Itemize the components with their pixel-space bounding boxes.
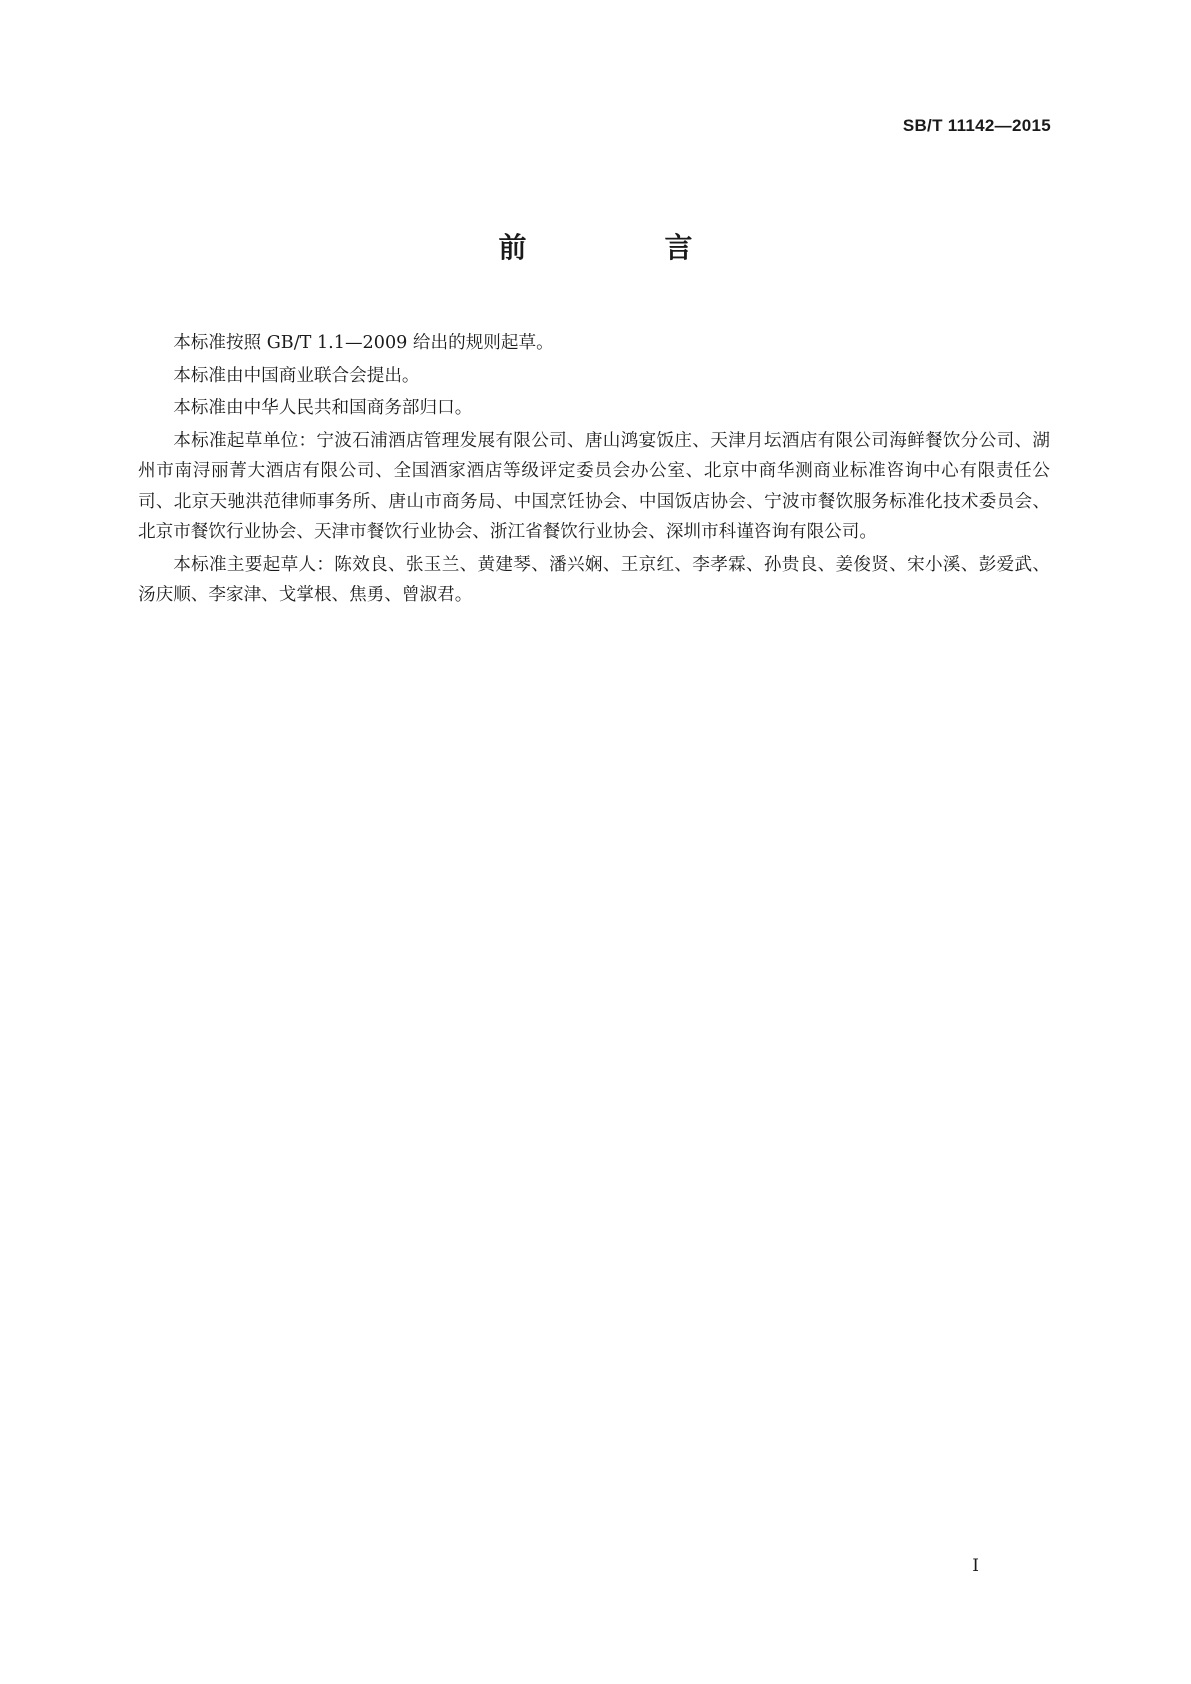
page-number: I (972, 1556, 979, 1576)
paragraph-centralized-by: 本标准由中华人民共和国商务部归口。 (173, 398, 473, 418)
paragraph-proposed-by: 本标准由中国商业联合会提出。 (173, 365, 420, 386)
paragraph-drafting-units: 本标准起草单位：宁波石浦酒店管理发展有限公司、唐山鸿宴饭庄、天津月坛酒店有限公司海鲜餐饮分公司、湖州市南浔丽菁大酒店有限公司、全国酒家酒店等级评定委员会办公室、北京中商华测商业标准咨询中心有限责任公司、北京天驰洪范律师事务所、唐山市商务局、中国烹饪协会、中国饭店协会、宁波市餐饮服务标准化技术委员会、北京市餐饮行业协会、天津市餐饮行业协会、浙江省餐饮行业协会、深圳市科谨咨询有限公司。 (138, 430, 1050, 542)
page-title: 前 言 (498, 231, 748, 264)
standard-code: SB/T 11142—2015 (902, 116, 1051, 135)
paragraph-main-drafters: 本标准主要起草人：陈效良、张玉兰、黄建琴、潘兴娴、王京红、李孝霖、孙贵良、姜俊贤、宋小溪、彭爱武、汤庆顺、李家津、戈掌根、焦勇、曾淑君。 (138, 554, 1050, 605)
paragraph-drafting-rules: 本标准按照 GB/T 1.1—2009 给出的规则起草。 (173, 333, 554, 353)
foreword-body (138, 328, 1050, 613)
